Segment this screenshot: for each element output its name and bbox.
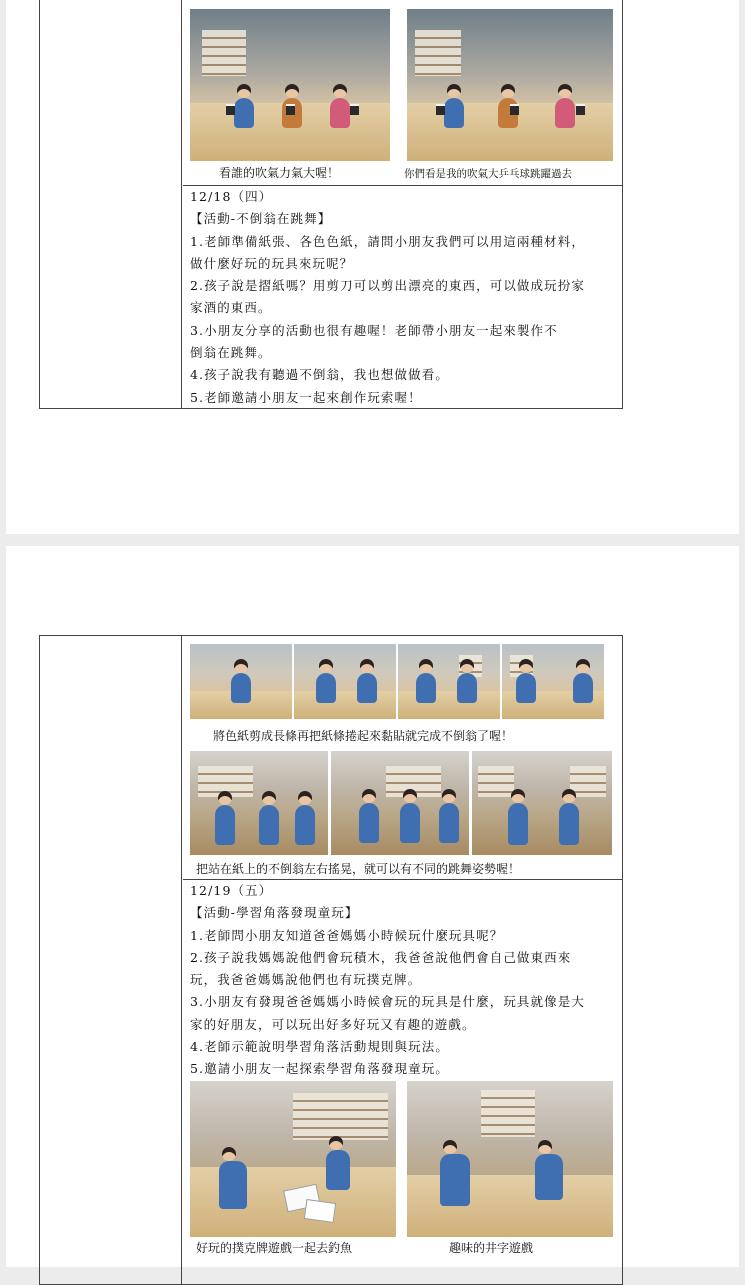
text-line: 2.孩子說我媽媽說他們會玩積木，我爸爸說他們會自己做東西來 [190,949,572,965]
text-line: 1.老師準備紙張、各色色紙，請問小朋友我們可以用這兩種材料， [190,233,585,249]
photo-blowing-contest [190,9,390,161]
photo-caption: 趣味的井字遊戲 [449,1241,534,1255]
photo-caption: 將色紙剪成長條再把紙條捲起來黏貼就完成不倒翁了喔！ [213,729,514,743]
activity-description [190,186,616,409]
activity-table-2 [39,635,623,1285]
text-line: 倒翁在跳舞。 [190,345,272,361]
text-line: 家酒的東西。 [190,300,272,316]
photo-caption: 把站在紙上的不倒翁左右搖晃，就可以有不同的跳舞姿勢喔！ [196,862,521,876]
photo-tic-tac-toe-game [407,1081,613,1237]
text-line: 4.老師示範說明學習角落活動規則與玩法。 [190,1039,449,1055]
text-line: 5.老師邀請小朋友一起來創作玩索喔！ [190,389,422,405]
document-page-1 [6,0,739,534]
photo-cutting-paper-2 [294,644,396,719]
photo-cutting-paper-4 [502,644,604,719]
activity-table-1 [39,0,623,409]
photo-dancing-tumbler-3 [472,751,612,855]
photo-ping-pong-blowing [407,9,613,161]
text-line: 家的好朋友，可以玩出好多好玩又有趣的遊戲。 [190,1016,476,1032]
text-line: 5.邀請小朋友一起探索學習角落發現童玩。 [190,1061,449,1077]
text-line: 4.孩子說我有聽過不倒翁，我也想做做看。 [190,367,449,383]
photo-cutting-paper-1 [190,644,292,719]
activity-description [190,880,616,1081]
table-left-column [40,636,182,1284]
photo-dancing-tumbler-1 [190,751,328,855]
table-right-column [183,636,622,1284]
table-left-column [40,0,182,408]
text-line: 1.老師問小朋友知道爸爸媽媽小時候玩什麼玩具呢？ [190,927,504,943]
activity-title: 【活動-不倒翁在跳舞】 [190,211,332,227]
table-right-column [183,0,622,408]
text-line: 3.小朋友有發現爸爸媽媽小時候會玩的玩具是什麼，玩具就像是大 [190,994,585,1010]
activity-date: 12/19（五） [190,883,273,898]
text-line: 玩，我爸爸媽媽說他們也有玩撲克牌。 [190,972,422,988]
document-page-2 [6,546,739,1267]
activity-date: 12/18（四） [190,189,273,204]
text-line: 3.小朋友分享的活動也很有趣喔！老師帶小朋友一起來製作不 [190,322,558,338]
photo-cutting-paper-3 [398,644,500,719]
text-line: 做什麼好玩的玩具來玩呢？ [190,255,354,271]
text-line: 2.孩子說是摺紙嗎？用剪刀可以剪出漂亮的東西，可以做成玩扮家 [190,278,585,294]
activity-title: 【活動-學習角落發現童玩】 [190,905,359,921]
photo-caption: 好玩的撲克牌遊戲一起去釣魚 [196,1241,353,1255]
photo-caption: 看誰的吹氣力氣大喔！ [219,166,340,180]
photo-caption: 你們看是我的吹氣大乒乓球跳躍過去 [404,168,572,180]
photo-card-game [190,1081,396,1237]
photo-dancing-tumbler-2 [331,751,469,855]
